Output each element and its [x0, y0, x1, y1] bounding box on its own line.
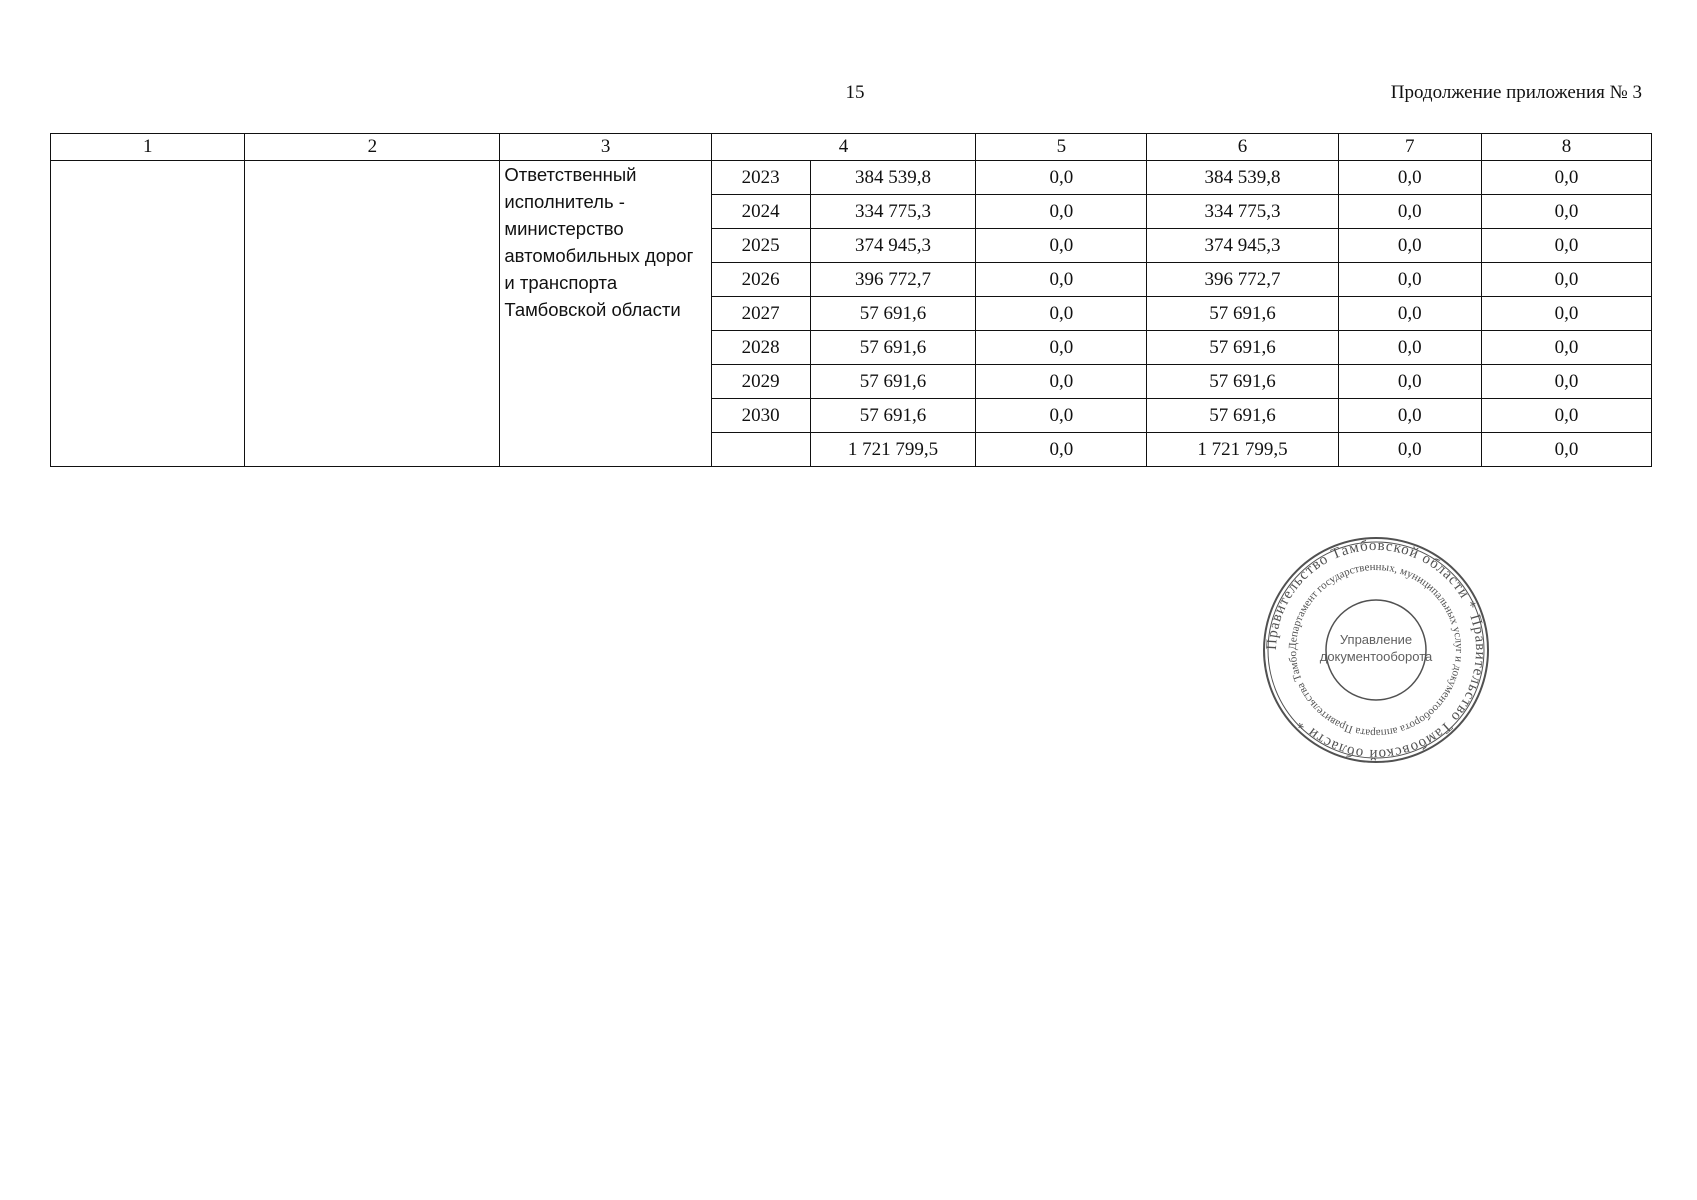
column-header: 6: [1147, 134, 1338, 161]
value-cell: 0,0: [1481, 297, 1651, 331]
value-cell: 0,0: [1338, 195, 1481, 229]
value-cell: 384 539,8: [1147, 161, 1338, 195]
column-header: 7: [1338, 134, 1481, 161]
value-cell: 0,0: [976, 399, 1147, 433]
value-cell: 0,0: [976, 331, 1147, 365]
table-row: [51, 161, 1652, 195]
value-cell: 0,0: [1481, 331, 1651, 365]
value-cell: 0,0: [1338, 161, 1481, 195]
value-cell: 0,0: [1338, 399, 1481, 433]
value-cell: 0,0: [1481, 195, 1651, 229]
value-cell: 57 691,6: [1147, 399, 1338, 433]
year-cell: 2027: [711, 297, 810, 331]
column-header: 5: [976, 134, 1147, 161]
value-cell: 0,0: [1338, 297, 1481, 331]
seal-inner-text: Департамент государственных, муниципальных услуг и документооборота аппарата Правительства Тамбо: [1286, 560, 1466, 740]
year-cell: 2029: [711, 365, 810, 399]
total-value-cell: 0,0: [1481, 433, 1651, 467]
value-cell: 396 772,7: [810, 263, 976, 297]
value-cell: 334 775,3: [810, 195, 976, 229]
column-header: 8: [1481, 134, 1651, 161]
total-value-cell: 0,0: [976, 433, 1147, 467]
value-cell: 0,0: [1481, 365, 1651, 399]
value-cell: 0,0: [976, 161, 1147, 195]
value-cell: 0,0: [976, 195, 1147, 229]
value-cell: 57 691,6: [1147, 365, 1338, 399]
value-cell: 0,0: [1481, 161, 1651, 195]
column-number-row: [51, 134, 1652, 161]
total-value-cell: 1 721 799,5: [810, 433, 976, 467]
seal-center-text: [1256, 631, 1496, 665]
seal-outer-text: Правительство Тамбовской области * Правительство Тамбовской области *: [1263, 537, 1489, 763]
total-value-cell: 1 721 799,5: [1147, 433, 1338, 467]
year-cell: 2030: [711, 399, 810, 433]
value-cell: 0,0: [1338, 229, 1481, 263]
value-cell: 0,0: [1481, 263, 1651, 297]
value-cell: 0,0: [1338, 365, 1481, 399]
year-cell: 2026: [711, 263, 810, 297]
page-number: 15: [845, 82, 865, 103]
value-cell: 0,0: [976, 365, 1147, 399]
column-header: 3: [500, 134, 711, 161]
value-cell: 0,0: [1481, 229, 1651, 263]
column-header: 4: [711, 134, 976, 161]
value-cell: 57 691,6: [810, 365, 976, 399]
year-cell: 2028: [711, 331, 810, 365]
year-cell: 2024: [711, 195, 810, 229]
value-cell: 57 691,6: [810, 331, 976, 365]
value-cell: 57 691,6: [810, 399, 976, 433]
budget-table: [50, 133, 1652, 467]
column-header: 1: [51, 134, 245, 161]
seal-center-line: Управление: [1339, 632, 1413, 647]
value-cell: 374 945,3: [1147, 229, 1338, 263]
year-cell: 2025: [711, 229, 810, 263]
appendix-continuation-note: Продолжение приложения № 3: [1390, 82, 1642, 103]
value-cell: 57 691,6: [1147, 297, 1338, 331]
year-cell: [711, 433, 810, 467]
official-seal-stamp: [1256, 535, 1496, 765]
value-cell: 0,0: [976, 263, 1147, 297]
responsible-executor-cell: Ответственный исполнитель - министерство автомобильных дорог и транспорта Тамбовской области: [500, 161, 711, 467]
value-cell: 57 691,6: [1147, 331, 1338, 365]
value-cell: 57 691,6: [810, 297, 976, 331]
value-cell: 0,0: [1338, 263, 1481, 297]
total-value-cell: 0,0: [1338, 433, 1481, 467]
value-cell: 0,0: [1481, 399, 1651, 433]
value-cell: 0,0: [976, 297, 1147, 331]
value-cell: 0,0: [1338, 331, 1481, 365]
empty-cell: [51, 161, 245, 467]
value-cell: 396 772,7: [1147, 263, 1338, 297]
column-header: 2: [245, 134, 500, 161]
value-cell: 384 539,8: [810, 161, 976, 195]
value-cell: 374 945,3: [810, 229, 976, 263]
seal-center-line: документооборота: [1319, 649, 1433, 664]
empty-cell: [245, 161, 500, 467]
value-cell: 0,0: [976, 229, 1147, 263]
year-cell: 2023: [711, 161, 810, 195]
value-cell: 334 775,3: [1147, 195, 1338, 229]
